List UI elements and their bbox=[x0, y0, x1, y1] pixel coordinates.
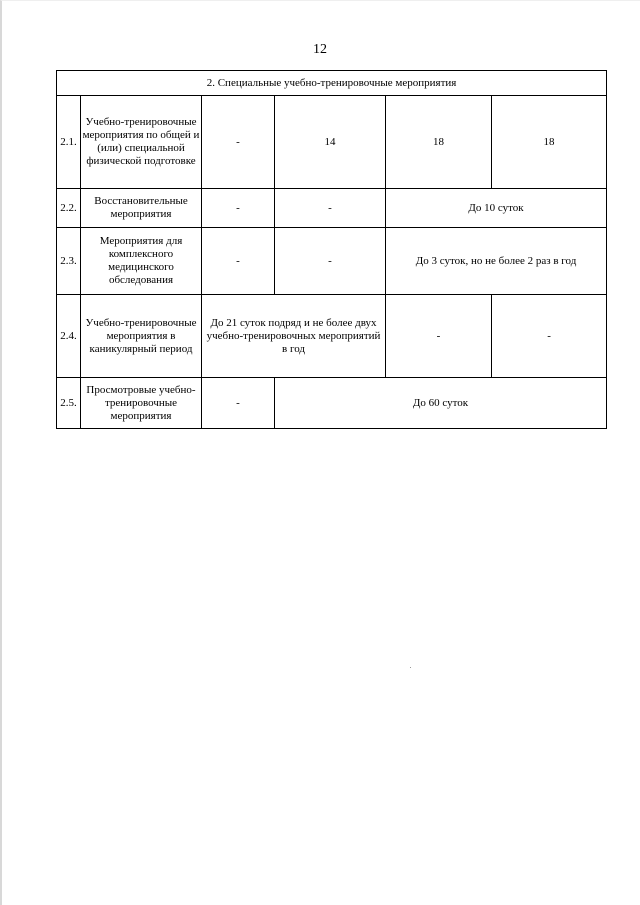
row-number: 2.1. bbox=[57, 96, 81, 189]
table-cell: - bbox=[386, 295, 492, 378]
table-row bbox=[57, 189, 607, 228]
event-name: Учебно-тренировочные мероприятия по общей и (или) специальной физической подготовке bbox=[81, 96, 202, 189]
table-row bbox=[57, 378, 607, 429]
table-cell: До 21 суток подряд и не более двух учебно-тренировочных мероприятий в год bbox=[202, 295, 386, 378]
event-name: Мероприятия для комплексного медицинского обследования bbox=[81, 228, 202, 295]
scan-speck bbox=[410, 667, 411, 668]
table-cell: - bbox=[202, 228, 275, 295]
table-cell: До 3 суток, но не более 2 раз в год bbox=[386, 228, 607, 295]
section-title: 2. Специальные учебно-тренировочные мероприятия bbox=[57, 71, 607, 96]
table-row bbox=[57, 228, 607, 295]
table-cell: - bbox=[202, 189, 275, 228]
row-number: 2.4. bbox=[57, 295, 81, 378]
event-name: Просмотровые учебно-тренировочные мероприятия bbox=[81, 378, 202, 429]
training-events-table bbox=[56, 70, 607, 429]
row-number: 2.3. bbox=[57, 228, 81, 295]
row-number: 2.5. bbox=[57, 378, 81, 429]
table-cell: 14 bbox=[275, 96, 386, 189]
table-cell: До 60 суток bbox=[275, 378, 607, 429]
table-cell: 18 bbox=[492, 96, 607, 189]
page-number: 12 bbox=[313, 42, 327, 57]
table-cell: До 10 суток bbox=[386, 189, 607, 228]
table-cell: - bbox=[202, 96, 275, 189]
table-cell: - bbox=[275, 189, 386, 228]
table-row bbox=[57, 96, 607, 189]
event-name: Восстановительные мероприятия bbox=[81, 189, 202, 228]
table-cell: - bbox=[492, 295, 607, 378]
row-number: 2.2. bbox=[57, 189, 81, 228]
table-cell: 18 bbox=[386, 96, 492, 189]
event-name: Учебно-тренировочные мероприятия в каникулярный период bbox=[81, 295, 202, 378]
section-header-row bbox=[57, 71, 607, 96]
table-cell: - bbox=[202, 378, 275, 429]
table-cell: - bbox=[275, 228, 386, 295]
table-row bbox=[57, 295, 607, 378]
